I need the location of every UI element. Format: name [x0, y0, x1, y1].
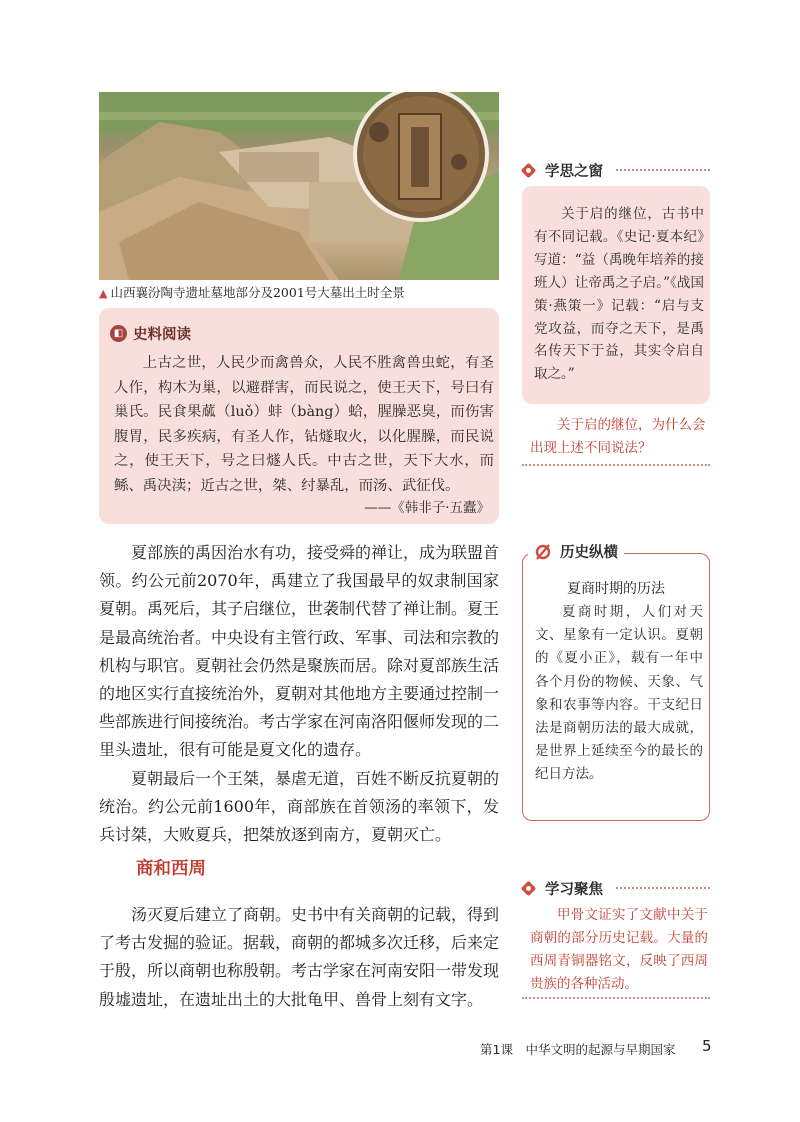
- history-icon: [534, 543, 552, 561]
- book-icon: ◧: [110, 325, 127, 342]
- paragraph-xia: 夏部族的禹因治水有功，接受舜的禅让，成为联盟首领。约公元前2070年，禹建立了我国最早的奴隶制国家夏朝。禹死后，其子启继位，世袭制代替了禅让制。夏王是最高统治者。中央设有主管行政、军事、司法和宗教的机构与职官。夏朝社会仍然是聚族而居。除对夏部族生活的地区实行直接统治外，夏朝对其他地方主要通过控制一些部族进行间接统治。考古学家在河南洛阳偃师发现的二里头遗址，很有可能是夏文化的遗存。: [99, 543, 500, 760]
- source-text: 上古之世，人民少而禽兽众，人民不胜禽兽虫蛇，有圣人作，构木为巢，以避群害，而民说之，使王天下，号曰有巢氏。民食果蓏（luǒ）蚌（bàng）蛤，腥臊恶臭，而伤害腹胃，民多疾病，有圣人作，钻燧取火，以化腥臊，而民说之，使王天下，号之曰燧人氏。中古之世，天下大水，而鲧、禹决渎；近古之世，桀、纣暴乱，而汤、武征伐。: [114, 355, 494, 494]
- think-window-question: 关于启的继位，为什么会出现上述不同说法？: [530, 417, 706, 456]
- study-focus-header: [520, 878, 603, 899]
- history-box-header: [528, 541, 624, 562]
- main-text-block-2: [99, 901, 499, 1014]
- history-text: 夏商时期，人们对天文、星象有一定认识。夏朝的《夏小正》，载有一年中各个月份的物候、天象、气象和农事等内容。干支纪日法是商朝历法的最大成就，是世界上延续至今的最长的纪日方法。: [535, 604, 703, 783]
- diamond-icon: [520, 880, 537, 897]
- divider: [522, 997, 710, 999]
- source-box-title: 史料阅读: [133, 327, 191, 343]
- history-box-title: 历史纵横: [560, 545, 618, 561]
- paragraph-xia-fall: 夏朝最后一个王桀，暴虐无道，百姓不断反抗夏朝的统治。约公元前1600年，商部族在首领汤的率领下，发兵讨桀，大败夏兵，把桀放逐到南方，夏朝灭亡。: [99, 768, 500, 845]
- diamond-icon: [520, 162, 537, 179]
- caption-text: 山西襄汾陶寺遗址墓地部分及2001号大墓出土时全景: [110, 285, 405, 300]
- excavation-photo: [99, 92, 499, 280]
- source-citation: ——《韩非子·五蠹》: [364, 500, 490, 516]
- think-window-header: [520, 160, 603, 181]
- divider: [522, 464, 710, 466]
- page-number: 5: [702, 1037, 712, 1055]
- source-box-header: [110, 323, 191, 344]
- main-text-block-1: [99, 539, 499, 849]
- divider: [616, 887, 710, 889]
- paragraph-shang: 汤灭夏后建立了商朝。史书中有关商朝的记载，得到了考古发掘的验证。据载，商朝的都城多次迁移，后来定于殷，所以商朝也称殷朝。考古学家在河南安阳一带发现殷墟遗址，在遗址出土的大批龟甲、兽骨上刻有文字。: [99, 905, 500, 1009]
- divider: [616, 169, 710, 171]
- photo-caption: [99, 283, 519, 301]
- think-window-text: 关于启的继位，古书中有不同记载。《史记·夏本纪》写道：“益（禹晚年培养的接班人）让帝禹之子启。”《战国策·燕策一》记载：“启与支党攻益，而夺之天下，是禹名传天下于益，其实令启自取之。”: [534, 206, 704, 383]
- section-heading: 商和西周: [136, 859, 206, 879]
- footer-lesson: 第1课 中华文明的起源与早期国家: [480, 1042, 676, 1057]
- triangle-icon: ▲: [99, 287, 108, 300]
- history-subtitle: 夏商时期的历法: [567, 581, 665, 597]
- study-focus-title: 学习聚焦: [545, 882, 603, 898]
- study-focus-text: 甲骨文证实了文献中关于商朝的部分历史记载。大量的西周青铜器铭文，反映了西周贵族的各种活动。: [530, 907, 708, 992]
- think-window-title: 学思之窗: [545, 164, 603, 180]
